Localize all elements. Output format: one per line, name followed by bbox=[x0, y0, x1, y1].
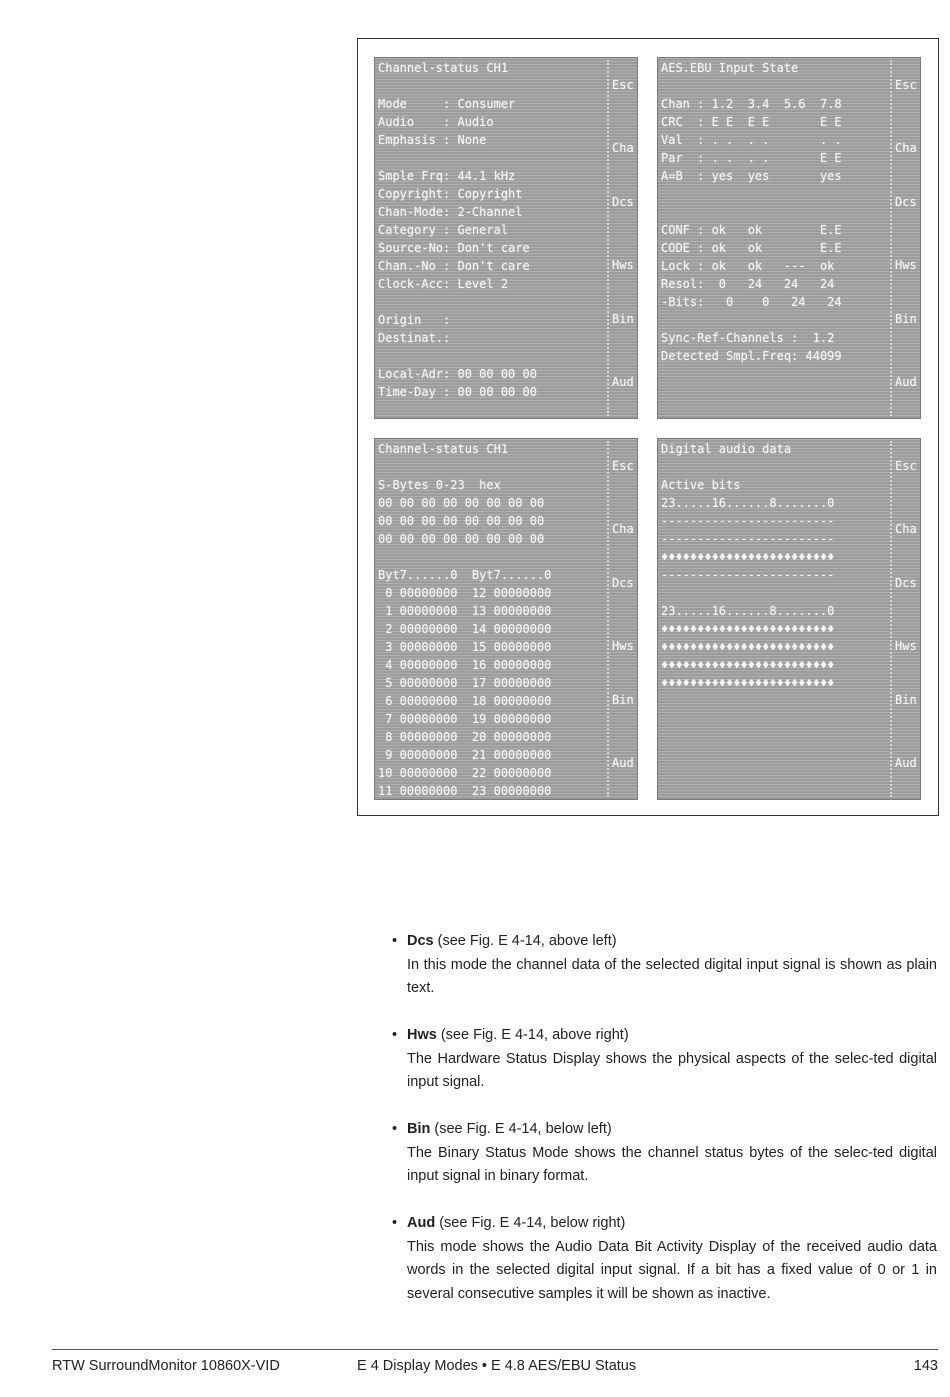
screen-line bbox=[661, 203, 887, 221]
screen-line: Local-Adr: 00 00 00 00 bbox=[378, 367, 537, 381]
screen-line: 10 00000000 22 00000000 bbox=[378, 766, 552, 780]
button-separator bbox=[607, 60, 609, 416]
softkey-esc[interactable]: Esc bbox=[895, 459, 917, 473]
item-term: Dcs bbox=[407, 933, 434, 949]
screen-channel-status-binary bbox=[374, 438, 638, 800]
screen-line: 11 00000000 23 00000000 bbox=[378, 784, 552, 798]
screen-line bbox=[661, 185, 887, 203]
screen-line: ------------------------ bbox=[661, 568, 835, 582]
screen-line: Mode : Consumer bbox=[378, 97, 516, 111]
item-heading bbox=[392, 1118, 937, 1142]
softkey-esc[interactable]: Esc bbox=[612, 459, 634, 473]
softkey-cha[interactable]: Cha bbox=[612, 141, 634, 155]
screen-line: Source-No: Don't care bbox=[378, 241, 530, 255]
screen-line: ------------------------ bbox=[661, 532, 835, 546]
screen-text bbox=[378, 440, 604, 800]
item-heading bbox=[392, 930, 937, 954]
softkey-cha[interactable]: Cha bbox=[612, 522, 634, 536]
screen-line: Val : . . . . . . bbox=[661, 133, 842, 147]
screen-line: Audio : Audio bbox=[378, 115, 494, 129]
screen-line: Sync-Ref-Channels : 1.2 bbox=[661, 331, 835, 345]
item-description: The Binary Status Mode shows the channel status bytes of the selec-ted digital input signal in binary format. bbox=[407, 1144, 937, 1184]
screen-line: 6 00000000 18 00000000 bbox=[378, 694, 552, 708]
screen-line: 00 00 00 00 00 00 00 00 bbox=[378, 496, 545, 510]
screen-line: 5 00000000 17 00000000 bbox=[378, 676, 552, 690]
page-footer bbox=[52, 1349, 938, 1382]
screen-line: CODE : ok ok E.E bbox=[661, 241, 842, 255]
bullet: • bbox=[392, 1215, 398, 1231]
screen-line: Copyright: Copyright bbox=[378, 187, 523, 201]
screen-line: Origin : bbox=[378, 313, 451, 327]
footer-product: RTW SurroundMonitor 10860X-VID bbox=[52, 1358, 280, 1374]
item-term: Bin bbox=[407, 1121, 431, 1137]
item-term: Hws bbox=[407, 1027, 437, 1043]
softkey-bin[interactable]: Bin bbox=[612, 693, 634, 707]
screen-line: Destinat.: bbox=[378, 331, 451, 345]
item-description: The Hardware Status Display shows the physical aspects of the selec-ted digital input signal. bbox=[407, 1050, 937, 1090]
screen-channel-status-plain bbox=[374, 57, 638, 419]
screen-line: AES.EBU Input State bbox=[661, 61, 799, 75]
bullet: • bbox=[392, 1121, 398, 1137]
softkey-hws[interactable]: Hws bbox=[612, 258, 634, 272]
item-hws bbox=[392, 1024, 937, 1095]
screen-line: Emphasis : None bbox=[378, 133, 487, 147]
screen-line: ♦♦♦♦♦♦♦♦♦♦♦♦♦♦♦♦♦♦♦♦♦♦♦♦ bbox=[661, 622, 835, 636]
screen-line: Category : General bbox=[378, 223, 509, 237]
screen-line: Chan-Mode: 2-Channel bbox=[378, 205, 523, 219]
button-separator bbox=[890, 441, 892, 797]
screen-line: A=B : yes yes yes bbox=[661, 169, 842, 183]
item-description: In this mode the channel data of the selected digital input signal is shown as plain text. bbox=[407, 956, 937, 996]
screen-line bbox=[378, 149, 604, 167]
screen-line: ♦♦♦♦♦♦♦♦♦♦♦♦♦♦♦♦♦♦♦♦♦♦♦♦ bbox=[661, 640, 835, 654]
screen-input-state bbox=[657, 57, 921, 419]
item-heading bbox=[392, 1212, 937, 1236]
screen-line: ♦♦♦♦♦♦♦♦♦♦♦♦♦♦♦♦♦♦♦♦♦♦♦♦ bbox=[661, 658, 835, 672]
screen-line bbox=[661, 311, 887, 329]
softkey-esc[interactable]: Esc bbox=[612, 78, 634, 92]
item-bin bbox=[392, 1118, 937, 1189]
softkey-cha[interactable]: Cha bbox=[895, 141, 917, 155]
screen-line bbox=[661, 77, 887, 95]
screen-line bbox=[378, 548, 604, 566]
softkey-dcs[interactable]: Dcs bbox=[895, 576, 917, 590]
screen-line: 00 00 00 00 00 00 00 00 bbox=[378, 514, 545, 528]
item-ref: (see Fig. E 4-14, above left) bbox=[433, 933, 617, 949]
softkey-aud[interactable]: Aud bbox=[895, 756, 917, 770]
mode-descriptions bbox=[392, 930, 937, 1330]
screen-line: Time-Day : 00 00 00 00 bbox=[378, 385, 537, 399]
screen-line: Byt7......0 Byt7......0 bbox=[378, 568, 552, 582]
screen-line: -Bits: 0 0 24 24 bbox=[661, 295, 842, 309]
bullet: • bbox=[392, 933, 398, 949]
screen-line: 23.....16......8.......0 bbox=[661, 604, 835, 618]
screen-line: 3 00000000 15 00000000 bbox=[378, 640, 552, 654]
softkey-hws[interactable]: Hws bbox=[612, 639, 634, 653]
bullet: • bbox=[392, 1027, 398, 1043]
screen-line: 2 00000000 14 00000000 bbox=[378, 622, 552, 636]
screen-line bbox=[378, 293, 604, 311]
softkey-dcs[interactable]: Dcs bbox=[895, 195, 917, 209]
screen-line: Chan : 1.2 3.4 5.6 7.8 bbox=[661, 97, 842, 111]
screen-digital-audio-data bbox=[657, 438, 921, 800]
screen-line: 7 00000000 19 00000000 bbox=[378, 712, 552, 726]
screen-line: 23.....16......8.......0 bbox=[661, 496, 835, 510]
screen-text bbox=[661, 59, 887, 365]
screen-line: 0 00000000 12 00000000 bbox=[378, 586, 552, 600]
screen-line: Active bits bbox=[661, 478, 741, 492]
screen-line: Par : . . . . E E bbox=[661, 151, 842, 165]
item-ref: (see Fig. E 4-14, below left) bbox=[430, 1121, 612, 1137]
softkey-aud[interactable]: Aud bbox=[895, 375, 917, 389]
item-term: Aud bbox=[407, 1215, 436, 1231]
screen-line: Detected Smpl.Freq: 44099 bbox=[661, 349, 842, 363]
button-separator bbox=[890, 60, 892, 416]
screen-line bbox=[378, 458, 604, 476]
screen-text bbox=[378, 59, 604, 401]
screen-text bbox=[661, 440, 887, 692]
screen-line: ♦♦♦♦♦♦♦♦♦♦♦♦♦♦♦♦♦♦♦♦♦♦♦♦ bbox=[661, 550, 835, 564]
screen-line: 00 00 00 00 00 00 00 00 bbox=[378, 532, 545, 546]
softkey-cha[interactable]: Cha bbox=[895, 522, 917, 536]
screen-line: ------------------------ bbox=[661, 514, 835, 528]
screen-line: 9 00000000 21 00000000 bbox=[378, 748, 552, 762]
screen-line: 8 00000000 20 00000000 bbox=[378, 730, 552, 744]
screen-line: Resol: 0 24 24 24 bbox=[661, 277, 835, 291]
figure-e4-14 bbox=[357, 38, 939, 816]
item-dcs bbox=[392, 930, 937, 1001]
screen-line: Channel-status CH1 bbox=[378, 442, 509, 456]
item-description: This mode shows the Audio Data Bit Activity Display of the received audio data words in the selected digital input signal. If a bit has a fixed value of 0 or 1 in several consecutive samples it will be shown as inactive. bbox=[407, 1238, 937, 1302]
screen-line: Channel-status CH1 bbox=[378, 61, 509, 75]
page-number: 143 bbox=[913, 1358, 938, 1374]
softkey-hws[interactable]: Hws bbox=[895, 639, 917, 653]
item-ref: (see Fig. E 4-14, above right) bbox=[436, 1027, 629, 1043]
softkey-dcs[interactable]: Dcs bbox=[612, 195, 634, 209]
screen-line bbox=[378, 347, 604, 365]
screen-line: Smple Frq: 44.1 kHz bbox=[378, 169, 516, 183]
screen-line bbox=[661, 584, 887, 602]
softkey-hws[interactable]: Hws bbox=[895, 258, 917, 272]
screen-line: CRC : E E E E E E bbox=[661, 115, 842, 129]
softkey-bin[interactable]: Bin bbox=[612, 312, 634, 326]
softkey-dcs[interactable]: Dcs bbox=[612, 576, 634, 590]
screen-line: Clock-Acc: Level 2 bbox=[378, 277, 509, 291]
item-ref: (see Fig. E 4-14, below right) bbox=[435, 1215, 626, 1231]
softkey-esc[interactable]: Esc bbox=[895, 78, 917, 92]
screen-line: 1 00000000 13 00000000 bbox=[378, 604, 552, 618]
softkey-bin[interactable]: Bin bbox=[895, 693, 917, 707]
screen-line: Lock : ok ok --- ok bbox=[661, 259, 835, 273]
footer-section: E 4 Display Modes • E 4.8 AES/EBU Status bbox=[357, 1358, 637, 1374]
screen-line: 4 00000000 16 00000000 bbox=[378, 658, 552, 672]
item-aud bbox=[392, 1212, 937, 1306]
screen-line: Chan.-No : Don't care bbox=[378, 259, 530, 273]
screen-line bbox=[661, 458, 887, 476]
softkey-bin[interactable]: Bin bbox=[895, 312, 917, 326]
screen-line: S-Bytes 0-23 hex bbox=[378, 478, 501, 492]
softkey-aud[interactable]: Aud bbox=[612, 375, 634, 389]
softkey-aud[interactable]: Aud bbox=[612, 756, 634, 770]
screen-line bbox=[378, 77, 604, 95]
screen-line: Digital audio data bbox=[661, 442, 792, 456]
button-separator bbox=[607, 441, 609, 797]
screen-line: ♦♦♦♦♦♦♦♦♦♦♦♦♦♦♦♦♦♦♦♦♦♦♦♦ bbox=[661, 676, 835, 690]
item-heading bbox=[392, 1024, 937, 1048]
screen-line: CONF : ok ok E.E bbox=[661, 223, 842, 237]
